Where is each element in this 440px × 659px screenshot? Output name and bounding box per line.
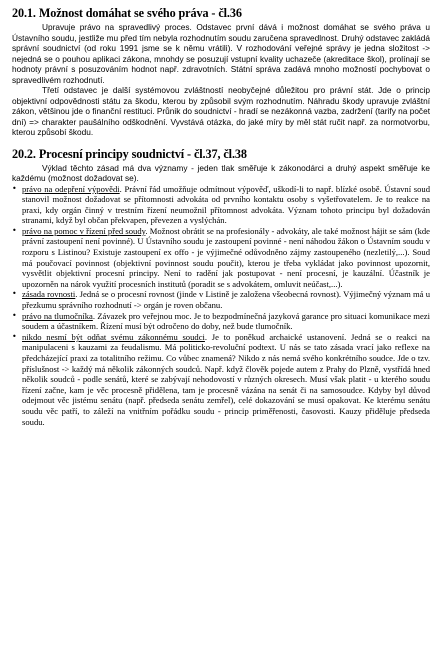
list-item-term: nikdo nesmí být odňat svému zákonnému soudci — [22, 331, 205, 342]
list-item-term: právo na odepření výpovědi — [22, 183, 120, 194]
bullet-dot-icon: • — [12, 331, 17, 341]
list-item — [12, 225, 430, 290]
list-item-text: . Je to poněkud archaické ustanovení. Jedná se o reakci na manipulaceni s kauzami za feudalismu. Má politicko-revoluční podtext. U nás se tato zásada vrací jako reflexe na předcházející praxi za totalitního režimu. Co vůbec znamená? Nikdo z nás nemá svého konkrétního soudce. Jde o tzv. příslušnost -> každý má několik zákonných soudců. Např. když člověk pojede autem z Prahy do Plzně, vystřídá hned několik soudců - podle senátů, které se zabývají nehodovostí v různých okresech. Musí však platit - u kterého soudu řízení začne, kam je věc procesně přidělena, tam je procesně vázána na senát či na samosoudce. Kdyby byl důvod odejmout věc jistému senátu (např. předseda senátu zemřel), celé dokazování se musí opakovat. Ke kterému senátu soudu věc patří, to záleží na vnitřním pořádku soudu - princip priměřenosti, časovosti. Kauzy přiděluje předseda soudu. — [22, 331, 430, 427]
list-item-text: . Právní řád umožňuje odmítnout výpověď, uškodí-li to např. blízké osobě. Ústavní soud stanovil možnost dožadovat se přítomnosti advokáta od prvního kontaktu osoby s vyšetřovatelem. Je to reakce na praxi, kdy orgán činný v trestním řízení neumožnil přítomnost advokáta. Význam tohoto principu byl dožadován stranami, když byl občan překvapen, převezen a vyslýchán. — [22, 183, 430, 226]
list-item-text: . Závazek pro veřejnou moc. Je to bezpodmínečná jazyková garance pro situaci komunikace mezi soudem a účastníkem. Řízení musí být odročeno do doby, než bude tlumočník. — [22, 310, 430, 332]
principles-list — [12, 184, 430, 428]
bullet-dot-icon: • — [12, 289, 17, 299]
list-item-term: právo na pomoc v řízení před soudy — [22, 225, 146, 236]
section-1-paragraph-1: Upravuje právo na spravedlivý proces. Odstavec první dává i možnost domáhat se svého práva u Ústavního soudu, jestliže mu před tím nebyla rozhodnutím soudu zaručena spravedlnost. Druhý odstavec zakládá správní soudnictví (od roku 1991 jsme se k němu vrátili). V rozhodování veřejné správy je jedna složitost -> nejedná se o pouhou aplikaci zákona, mnohdy se posuzují vstupní kvality uchazeče (akreditace škol), prolínají se hodnoty právní s posuzováním hodnot např. zdravotních. Státní správa zadává mnoho možností pochybovat o spravedlivém rozhodnutí. — [12, 22, 430, 85]
section-2-heading: 20.2. Procesní principy soudnictví - čl.37, čl.38 — [12, 146, 247, 161]
bullet-dot-icon: • — [12, 225, 17, 235]
list-item-term: zásada rovnosti — [22, 289, 76, 300]
section-1-paragraph-2: Třetí odstavec je další systémovou zvláštností neobyčejné důležitou pro právní stát. Jde o princip objektivní odpovědnosti státu za škodu, kterou by způsobil svým rozhodnutím. Náhradu škody upravuje zvláštní zákon, většinou jde o finanční restituci. Průnik do soudnictví - hradí se nezákonná vazba, zadržení (tarify na počet dní) => charakter paušálního odškodnění. Vyvstává otázka, do jaké míry by měl stát ručit např. za normotvorbu, kterou způsobí škodu. — [12, 85, 430, 137]
list-item — [12, 289, 431, 311]
section-1-heading: 20.1. Možnost domáhat se svého práva - čl.36 — [12, 6, 242, 20]
list-item-term: právo na tlumočníka — [22, 310, 93, 321]
list-item — [12, 331, 430, 427]
bullet-dot-icon: • — [12, 310, 17, 320]
list-item-text: . Jedná se o procesní rovnost (jinde v Listině je založena všeobecná rovnost). Výjimečný význam má u přezkumu správního rozhodnutí -> orgán je roven občanu. — [22, 289, 431, 311]
section-2-intro: Výklad těchto zásad má dva významy - jeden tlak směřuje k zákonodárci a druhý aspekt směřuje ke každému (možnost dožadovat se). — [12, 162, 430, 183]
list-item-text: . Možnost obrátit se na profesionály - advokáty, ale také možnost hájit se sám (kde právní zastoupení není povinné). U Ústavního soudu je zastoupení povinné - není náhodou žákon o Ústavním soudu v rozporu s Listinou? Existuje zastoupení ex offo - je výjimečné odůvodněno zájmy zastoupeného (nezletilý,...). Soud má poučovací povinnost (objektivní povinnost soudu poučit), kterou je třeba vykládat jako povinnost upozornit, vysvětlit objektivní procesní principy. Není to radění jak postupovat - není procesní, je kauzální. Účastník je upozorněn na nárok využití procesních institutů (poradit se s advokátem, omluvit neúčast,...). — [22, 225, 430, 289]
list-item — [12, 310, 430, 332]
bullet-dot-icon: • — [12, 183, 17, 193]
list-item — [12, 183, 430, 226]
